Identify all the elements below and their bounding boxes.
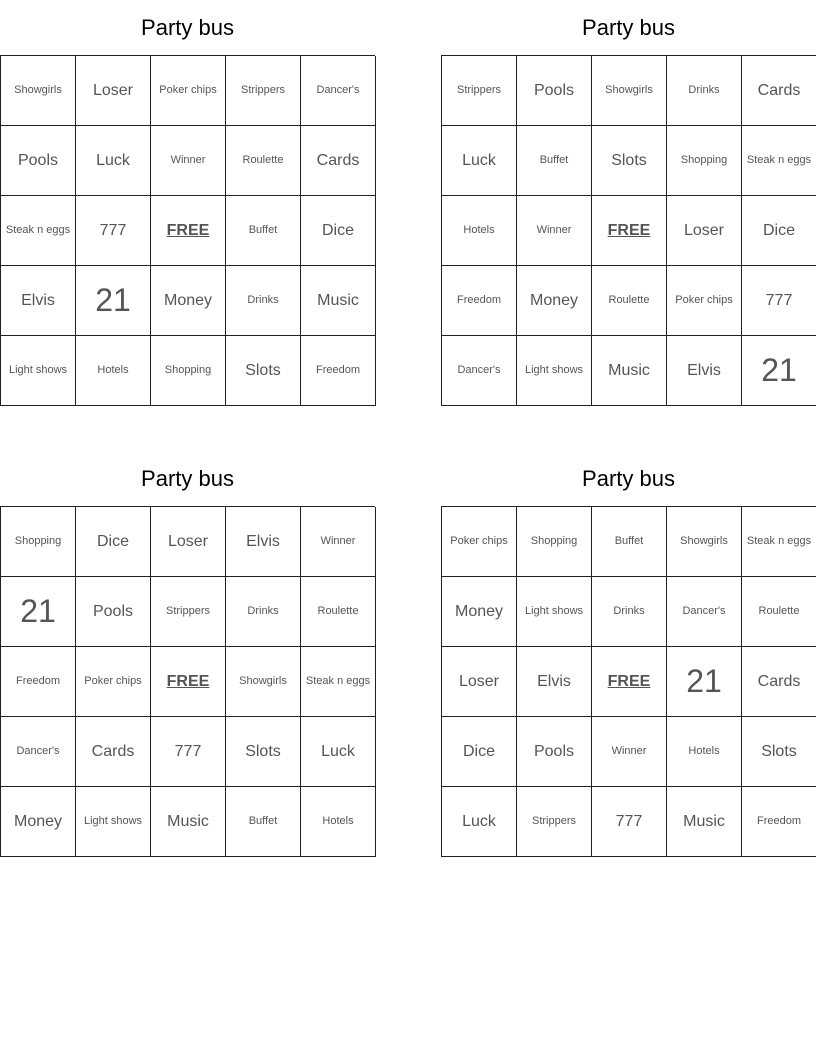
bingo-cell: Loser bbox=[76, 56, 151, 126]
bingo-cell: Strippers bbox=[151, 577, 226, 647]
bingo-cell: Light shows bbox=[76, 787, 151, 857]
bingo-cell: Money bbox=[442, 577, 517, 647]
bingo-card-3 bbox=[0, 451, 375, 857]
bingo-cell: Hotels bbox=[301, 787, 376, 857]
card-title: Party bus bbox=[141, 14, 234, 40]
bingo-cell: Showgirls bbox=[226, 647, 301, 717]
bingo-cell: Shopping bbox=[151, 336, 226, 406]
bingo-cell: Music bbox=[301, 266, 376, 336]
bingo-cell: Cards bbox=[742, 647, 816, 717]
bingo-card-2 bbox=[441, 0, 816, 406]
bingo-cell: Light shows bbox=[1, 336, 76, 406]
bingo-cell: Money bbox=[517, 266, 592, 336]
bingo-cell: 777 bbox=[742, 266, 816, 336]
bingo-cell: Cards bbox=[76, 717, 151, 787]
bingo-cell: Shopping bbox=[667, 126, 742, 196]
bingo-cell: Poker chips bbox=[76, 647, 151, 717]
bingo-cell: Luck bbox=[442, 787, 517, 857]
bingo-cell: Winner bbox=[301, 507, 376, 577]
bingo-cell: Strippers bbox=[442, 56, 517, 126]
card-title: Party bus bbox=[582, 14, 675, 40]
bingo-cell: Pools bbox=[517, 56, 592, 126]
bingo-cell: Roulette bbox=[592, 266, 667, 336]
bingo-cell: Money bbox=[1, 787, 76, 857]
bingo-cell: 21 bbox=[742, 336, 816, 406]
bingo-cell: Hotels bbox=[76, 336, 151, 406]
bingo-cell: Elvis bbox=[667, 336, 742, 406]
bingo-cell: Elvis bbox=[517, 647, 592, 717]
bingo-cell: Winner bbox=[592, 717, 667, 787]
bingo-cell: Dice bbox=[742, 196, 816, 266]
bingo-grid bbox=[0, 506, 375, 857]
free-space: FREE bbox=[151, 647, 226, 717]
bingo-cell: Elvis bbox=[1, 266, 76, 336]
bingo-cell: Music bbox=[151, 787, 226, 857]
bingo-cell: Loser bbox=[151, 507, 226, 577]
card-title: Party bus bbox=[582, 465, 675, 491]
bingo-cell: Hotels bbox=[442, 196, 517, 266]
bingo-cell: Light shows bbox=[517, 577, 592, 647]
bingo-cell: Buffet bbox=[226, 196, 301, 266]
bingo-cell: Steak n eggs bbox=[742, 507, 816, 577]
bingo-cell: Roulette bbox=[742, 577, 816, 647]
bingo-cell: Luck bbox=[76, 126, 151, 196]
bingo-cell: Winner bbox=[517, 196, 592, 266]
bingo-cell: Drinks bbox=[592, 577, 667, 647]
bingo-cell: Strippers bbox=[517, 787, 592, 857]
bingo-cell: 21 bbox=[667, 647, 742, 717]
bingo-cell: Music bbox=[667, 787, 742, 857]
free-space: FREE bbox=[592, 647, 667, 717]
bingo-cell: Money bbox=[151, 266, 226, 336]
bingo-cell: Dancer's bbox=[667, 577, 742, 647]
bingo-cell: Slots bbox=[226, 717, 301, 787]
bingo-cell: Drinks bbox=[226, 577, 301, 647]
bingo-grid bbox=[0, 55, 375, 406]
bingo-cell: Freedom bbox=[301, 336, 376, 406]
bingo-cell: Dice bbox=[76, 507, 151, 577]
bingo-cell: Freedom bbox=[742, 787, 816, 857]
bingo-cell: Freedom bbox=[1, 647, 76, 717]
free-space: FREE bbox=[151, 196, 226, 266]
bingo-cell: Poker chips bbox=[667, 266, 742, 336]
bingo-cell: Steak n eggs bbox=[1, 196, 76, 266]
bingo-cell: Pools bbox=[517, 717, 592, 787]
bingo-cell: Slots bbox=[226, 336, 301, 406]
bingo-grid bbox=[441, 55, 816, 406]
bingo-cell: Strippers bbox=[226, 56, 301, 126]
bingo-cell: Showgirls bbox=[592, 56, 667, 126]
bingo-cell: 21 bbox=[1, 577, 76, 647]
bingo-cell: Showgirls bbox=[667, 507, 742, 577]
bingo-cell: Poker chips bbox=[442, 507, 517, 577]
bingo-cell: Cards bbox=[742, 56, 816, 126]
bingo-cell: Shopping bbox=[517, 507, 592, 577]
bingo-cell: Buffet bbox=[226, 787, 301, 857]
bingo-cell: Buffet bbox=[592, 507, 667, 577]
bingo-cell: Loser bbox=[667, 196, 742, 266]
bingo-cell: Pools bbox=[1, 126, 76, 196]
bingo-cell: Elvis bbox=[226, 507, 301, 577]
bingo-cell: Slots bbox=[592, 126, 667, 196]
bingo-cell: Dancer's bbox=[1, 717, 76, 787]
bingo-cell: Shopping bbox=[1, 507, 76, 577]
bingo-cell: Showgirls bbox=[1, 56, 76, 126]
bingo-cell: Pools bbox=[76, 577, 151, 647]
bingo-cell: Cards bbox=[301, 126, 376, 196]
bingo-cell: Music bbox=[592, 336, 667, 406]
bingo-cell: Luck bbox=[301, 717, 376, 787]
free-space: FREE bbox=[592, 196, 667, 266]
bingo-cell: Dice bbox=[442, 717, 517, 787]
bingo-cell: Freedom bbox=[442, 266, 517, 336]
bingo-cell: Luck bbox=[442, 126, 517, 196]
bingo-cell: Light shows bbox=[517, 336, 592, 406]
bingo-cell: Steak n eggs bbox=[742, 126, 816, 196]
bingo-cell: Hotels bbox=[667, 717, 742, 787]
bingo-cell: Dice bbox=[301, 196, 376, 266]
bingo-cell: 777 bbox=[592, 787, 667, 857]
bingo-cell: Roulette bbox=[226, 126, 301, 196]
bingo-cell: Winner bbox=[151, 126, 226, 196]
card-title: Party bus bbox=[141, 465, 234, 491]
bingo-cell: Steak n eggs bbox=[301, 647, 376, 717]
bingo-cell: Drinks bbox=[667, 56, 742, 126]
bingo-cell: Poker chips bbox=[151, 56, 226, 126]
bingo-card-1 bbox=[0, 0, 375, 406]
bingo-grid bbox=[441, 506, 816, 857]
bingo-cell: 777 bbox=[76, 196, 151, 266]
bingo-cell: Roulette bbox=[301, 577, 376, 647]
bingo-cell: Dancer's bbox=[442, 336, 517, 406]
bingo-cell: Dancer's bbox=[301, 56, 376, 126]
bingo-cell: Loser bbox=[442, 647, 517, 717]
bingo-card-4 bbox=[441, 451, 816, 857]
bingo-cell: 777 bbox=[151, 717, 226, 787]
bingo-cell: Slots bbox=[742, 717, 816, 787]
bingo-cell: Buffet bbox=[517, 126, 592, 196]
bingo-cell: 21 bbox=[76, 266, 151, 336]
bingo-cell: Drinks bbox=[226, 266, 301, 336]
